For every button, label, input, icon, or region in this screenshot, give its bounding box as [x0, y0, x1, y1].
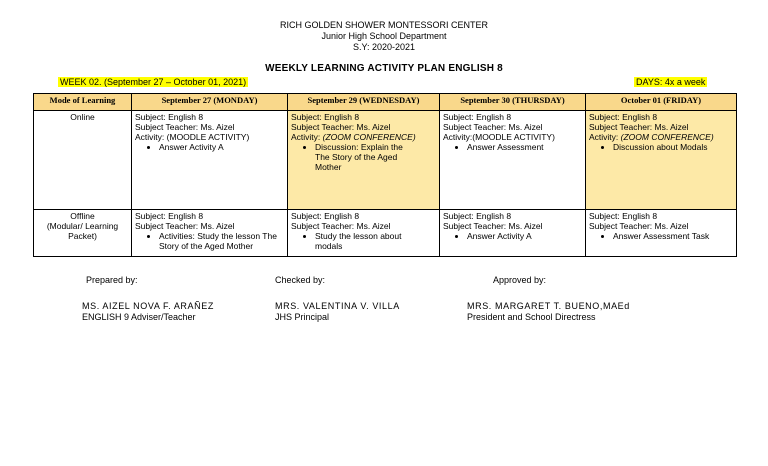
activity-bullet: • Discussion: Explain the The Story of the Aged Mother: [315, 142, 416, 172]
mode-cell: Online: [34, 111, 132, 210]
plan-cell: [288, 210, 440, 257]
checked-by-label: Checked by:: [275, 275, 326, 285]
activity-text: Activity: (ZOOM CONFERENCE): [291, 132, 416, 142]
teacher-text: Subject Teacher: Ms. Aizel: [291, 122, 391, 132]
activity-bullet: • Activities: Study the lesson The Story of the Aged Mother: [159, 231, 284, 251]
school-name: RICH GOLDEN SHOWER MONTESSORI CENTER: [279, 20, 488, 30]
teacher-text: Subject Teacher: Ms. Aizel: [589, 221, 689, 231]
approved-by-name: MRS. MARGARET T. BUENO,MAEd: [467, 301, 630, 311]
table-row-offline: [34, 210, 737, 257]
subject-text: Subject: English 8: [443, 112, 512, 122]
table-header-row: [34, 94, 737, 111]
days-label: DAYS: 4x a week: [636, 77, 706, 87]
activity-bullet: • Discussion about Modals: [613, 142, 733, 152]
teacher-text: Subject Teacher: Ms. Aizel: [443, 221, 543, 231]
activity-bullet: • Answer Activity A: [467, 231, 582, 241]
week-label: WEEK 02. (September 27 – October 01, 2021): [60, 77, 247, 87]
prepared-by-name: MS. AIZEL NOVA F. ARAÑEZ: [82, 301, 214, 311]
activity-bullet: • Study the lesson about modals: [315, 231, 416, 251]
checked-by-name: MRS. VALENTINA V. VILLA: [275, 301, 400, 311]
activity-bullet: • Answer Assessment Task: [613, 231, 733, 241]
plan-cell: [440, 210, 586, 257]
table-row-online: [34, 111, 737, 210]
column-header: October 01 (FRIDAY): [586, 94, 737, 111]
plan-cell: [132, 111, 288, 210]
plan-cell: [586, 111, 737, 210]
subject-text: Subject: English 8: [135, 112, 204, 122]
subject-text: Subject: English 8: [443, 211, 512, 221]
mode-cell: [34, 210, 132, 257]
teacher-text: Subject Teacher: Ms. Aizel: [291, 221, 391, 231]
teacher-text: Subject Teacher: Ms. Aizel: [135, 221, 235, 231]
teacher-text: Subject Teacher: Ms. Aizel: [135, 122, 235, 132]
subject-text: Subject: English 8: [291, 112, 360, 122]
mode-line: (Modular/ Learning: [46, 221, 119, 231]
plan-cell: [586, 210, 737, 257]
subject-text: Subject: English 8: [589, 112, 658, 122]
activity-text: Activity: (ZOOM CONFERENCE): [589, 132, 714, 142]
subject-text: Subject: English 8: [589, 211, 658, 221]
subject-text: Subject: English 8: [291, 211, 360, 221]
teacher-text: Subject Teacher: Ms. Aizel: [589, 122, 689, 132]
column-header: September 27 (MONDAY): [132, 94, 288, 111]
subject-text: Subject: English 8: [135, 211, 204, 221]
approved-by-role: President and School Directress: [467, 312, 596, 322]
mode-line: Packet): [68, 231, 97, 241]
page-title: WEEKLY LEARNING ACTIVITY PLAN ENGLISH 8: [265, 63, 503, 74]
activity-text: Activity: (MOODLE ACTIVITY): [135, 132, 250, 142]
prepared-by-label: Prepared by:: [86, 275, 138, 285]
column-header: September 29 (WEDNESDAY): [288, 94, 440, 111]
plan-cell: [132, 210, 288, 257]
activity-bullet: • Answer Activity A: [159, 142, 284, 152]
department-name: Junior High School Department: [321, 31, 447, 41]
plan-cell: [288, 111, 440, 210]
teacher-text: Subject Teacher: Ms. Aizel: [443, 122, 543, 132]
school-year: S.Y: 2020-2021: [352, 42, 416, 52]
column-header: September 30 (THURSDAY): [440, 94, 586, 111]
prepared-by-role: ENGLISH 9 Adviser/Teacher: [82, 312, 196, 322]
activity-plan-table: [33, 93, 737, 257]
activity-text: Activity:(MOODLE ACTIVITY): [443, 132, 555, 142]
plan-cell: [440, 111, 586, 210]
mode-line: Offline: [70, 211, 95, 221]
column-header: Mode of Learning: [34, 94, 132, 111]
approved-by-label: Approved by:: [493, 275, 547, 285]
activity-bullet: • Answer Assessment: [467, 142, 582, 152]
checked-by-role: JHS Principal: [275, 312, 330, 322]
